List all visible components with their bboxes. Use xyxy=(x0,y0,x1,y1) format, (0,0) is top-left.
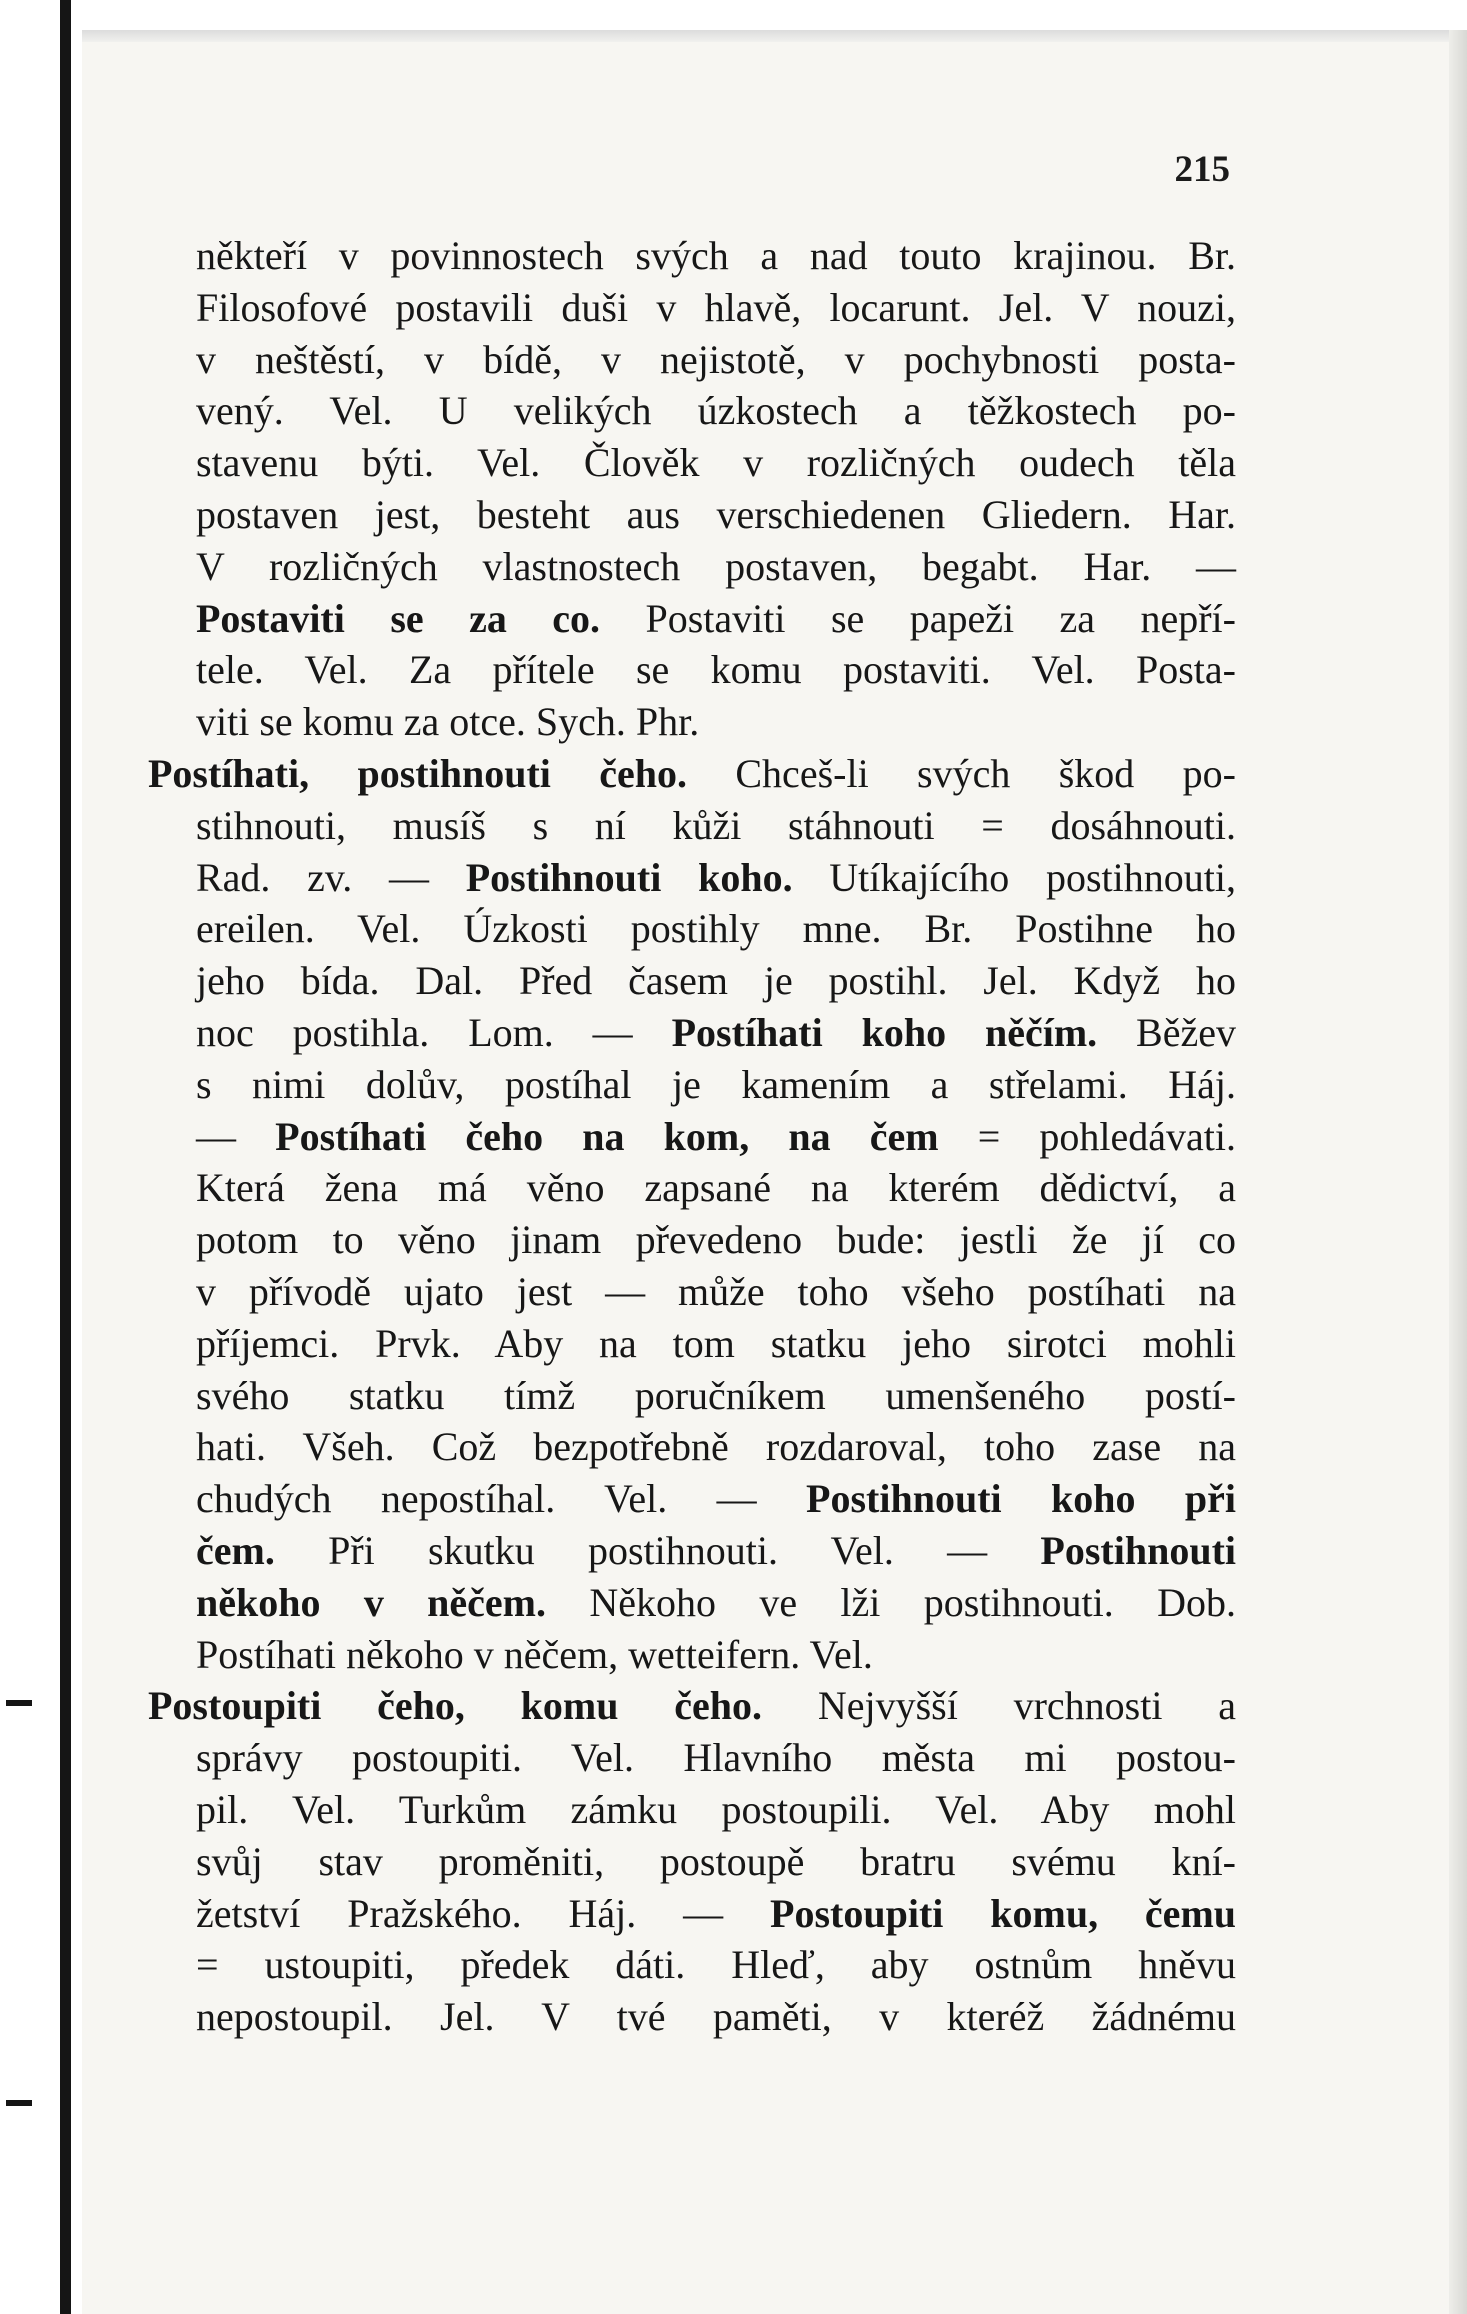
text-line xyxy=(196,1007,1236,1059)
text-segment: s nimi dolův, postíhal je kamením a střelami. Háj. xyxy=(196,1061,1236,1107)
text-line xyxy=(196,1525,1236,1577)
bold-headword: Postihnouti xyxy=(1040,1527,1236,1573)
text-segment: stihnouti, musíš s ní kůži stáhnouti = dosáhnouti. xyxy=(196,802,1236,848)
bold-headword: Postíhati čeho na kom, na čem xyxy=(275,1113,939,1159)
text-segment: tele. Vel. Za přítele se komu postaviti. Vel. Posta- xyxy=(196,647,1236,693)
text-line xyxy=(196,385,1236,437)
entry-headword-line xyxy=(148,748,1236,800)
text-segment: jeho bída. Dal. Před časem je postihl. Jel. Když ho xyxy=(196,958,1236,1004)
text-segment: potom to věno jinam převedeno bude: jestli že jí co xyxy=(196,1217,1236,1263)
binding-edge-line xyxy=(60,0,71,2314)
text-segment: Někoho ve lži postihnouti. Dob. xyxy=(546,1579,1237,1625)
text-line xyxy=(196,230,1236,282)
text-segment: stavenu býti. Vel. Člověk v rozličných oudech těla xyxy=(196,440,1236,486)
text-line xyxy=(196,1473,1236,1525)
text-line xyxy=(196,800,1236,852)
text-line xyxy=(196,644,1236,696)
bold-headword: Postihnouti koho při xyxy=(806,1476,1236,1522)
text-line xyxy=(196,1162,1236,1214)
text-line xyxy=(196,437,1236,489)
bold-headword: Postíhati koho něčím. xyxy=(671,1009,1098,1055)
text-line xyxy=(196,696,1236,748)
text-line xyxy=(196,1732,1236,1784)
text-segment: = pohledávati. xyxy=(938,1113,1236,1159)
text-segment: správy postoupiti. Vel. Hlavního města mi postou- xyxy=(196,1735,1236,1781)
bold-headword: Postihnouti koho. xyxy=(465,854,793,900)
text-segment: svého statku tímž poručníkem umenšeného postí- xyxy=(196,1372,1236,1418)
text-segment: Chceš-li svých škod po- xyxy=(687,750,1236,796)
text-line xyxy=(196,1991,1236,2043)
text-segment: svůj stav proměniti, postoupě bratru svému kní- xyxy=(196,1838,1236,1884)
dictionary-text-block xyxy=(148,230,1237,2043)
text-segment: viti se komu za otce. Sych. Phr. xyxy=(196,699,700,745)
text-line xyxy=(196,334,1236,386)
text-line xyxy=(196,1266,1236,1318)
bold-headword: Postíhati, postihnouti čeho. xyxy=(148,750,688,796)
bold-headword: čem. xyxy=(196,1527,275,1573)
text-line xyxy=(196,282,1236,334)
text-line xyxy=(196,1888,1236,1940)
page-right-edge xyxy=(1449,30,1467,2314)
text-segment: žetství Pražského. Háj. — xyxy=(196,1890,771,1936)
text-line xyxy=(196,955,1236,1007)
text-line xyxy=(196,1318,1236,1370)
text-line xyxy=(196,1629,1236,1681)
text-segment: V rozličných vlastnostech postaven, begabt. Har. — xyxy=(196,543,1236,589)
text-segment: ereilen. Vel. Úzkosti postihly mne. Br. Postihne ho xyxy=(196,906,1236,952)
bold-headword: Postoupiti komu, čemu xyxy=(770,1890,1237,1936)
text-segment: nepostoupil. Jel. V tvé paměti, v kteréž žádnému xyxy=(196,1994,1236,2040)
text-segment: Utíkajícího postihnouti, xyxy=(792,854,1236,900)
text-line xyxy=(196,593,1236,645)
text-segment: = ustoupiti, předek dáti. Hleď, aby ostnům hněvu xyxy=(196,1942,1236,1988)
text-segment: Postíhati někoho v něčem, wetteifern. Vel. xyxy=(196,1631,873,1677)
bold-headword: Postoupiti čeho, komu čeho. xyxy=(148,1683,763,1729)
text-segment: chudých nepostíhal. Vel. — xyxy=(196,1476,807,1522)
bold-headword: Postaviti se za co. xyxy=(196,595,601,641)
text-segment: Při skutku postihnouti. Vel. — xyxy=(274,1527,1041,1573)
text-line xyxy=(196,1111,1236,1163)
text-segment: Rad. zv. — xyxy=(196,854,466,900)
text-segment: Postaviti se papeži za nepří- xyxy=(600,595,1236,641)
text-line xyxy=(196,1059,1236,1111)
text-segment: někteří v povinnostech svých a nad touto krajinou. Br. xyxy=(196,233,1236,278)
page-number: 215 xyxy=(1174,149,1230,190)
text-line xyxy=(196,1577,1236,1629)
text-segment: pil. Vel. Turkům zámku postoupili. Vel. Aby mohl xyxy=(196,1786,1236,1832)
text-line xyxy=(196,1370,1236,1422)
text-segment: hati. Všeh. Což bezpotřebně rozdaroval, toho zase na xyxy=(196,1424,1236,1470)
text-line xyxy=(196,852,1236,904)
bold-headword: někoho v něčem. xyxy=(196,1579,547,1625)
text-line xyxy=(196,1214,1236,1266)
text-line xyxy=(196,1421,1236,1473)
entry-headword-line xyxy=(148,1680,1236,1732)
text-segment: Nejvyšší vrchnosti a xyxy=(762,1683,1236,1729)
text-segment: Která žena má věno zapsané na kterém dědictví, a xyxy=(196,1165,1236,1211)
text-segment: příjemci. Prvk. Aby na tom statku jeho sirotci mohli xyxy=(196,1320,1236,1366)
text-segment: v přívodě ujato jest — může toho všeho postíhati na xyxy=(196,1268,1236,1314)
text-line xyxy=(196,1784,1236,1836)
text-segment: Běžev xyxy=(1097,1009,1236,1055)
binding-notch xyxy=(6,2100,32,2106)
binding-notch xyxy=(6,1700,32,1706)
text-line xyxy=(196,1836,1236,1888)
text-segment: — xyxy=(196,1113,276,1159)
text-line xyxy=(196,903,1236,955)
text-line xyxy=(196,541,1236,593)
text-line xyxy=(196,489,1236,541)
text-line xyxy=(196,1939,1236,1991)
text-segment: noc postihla. Lom. — xyxy=(196,1009,672,1055)
text-segment: postaven jest, besteht aus verschiedenen Gliedern. Har. xyxy=(196,491,1236,537)
text-segment: Filosofové postavili duši v hlavě, locarunt. Jel. V nouzi, xyxy=(196,284,1236,330)
text-segment: vený. Vel. U velikých úzkostech a těžkostech po- xyxy=(196,388,1236,434)
text-segment: v neštěstí, v bídě, v nejistotě, v pochybnosti posta- xyxy=(196,336,1236,382)
